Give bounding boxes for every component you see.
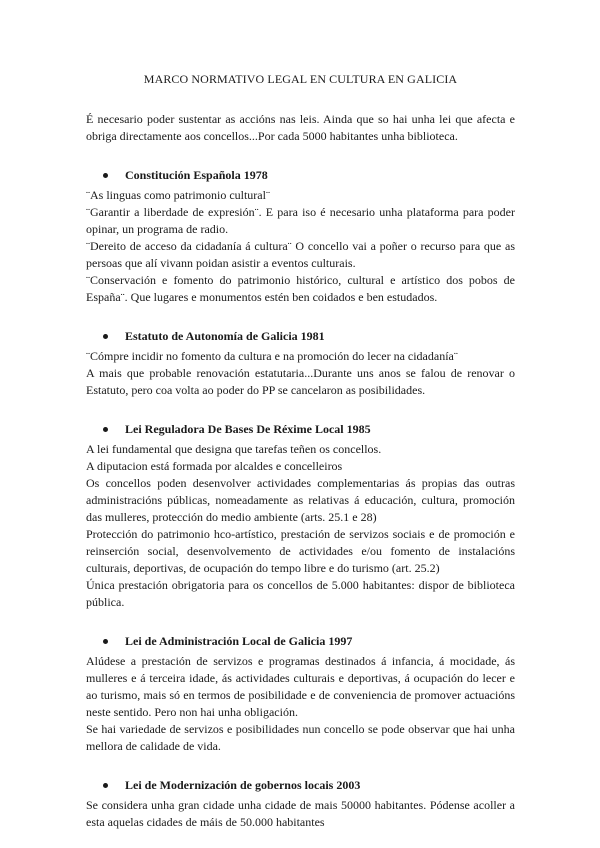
section-heading-text: Lei de Modernización de gobernos locais 2003 bbox=[125, 778, 361, 792]
section-paragraph: ¨Conservación e fomento do patrimonio histórico, cultural e artístico dos pobos de España¨. Que lugares e monumentos estén ben coidados e ben estudados. bbox=[86, 273, 515, 304]
law-section bbox=[86, 421, 515, 611]
bullet-icon bbox=[103, 639, 108, 644]
section-heading bbox=[86, 777, 515, 794]
section-paragraph: Se hai variedade de servizos e posibilidades nun concello se pode observar que hai unha mellora de calidade de vida. bbox=[86, 722, 515, 753]
sections-container bbox=[86, 167, 515, 831]
section-heading-text: Estatuto de Autonomía de Galicia 1981 bbox=[125, 329, 325, 343]
law-section bbox=[86, 167, 515, 306]
section-paragraph: A diputacion está formada por alcaldes e concelleiros bbox=[86, 459, 343, 473]
section-heading bbox=[86, 328, 515, 345]
section-heading bbox=[86, 421, 515, 438]
section-paragraph: A lei fundamental que designa que tarefas teñen os concellos. bbox=[86, 442, 382, 456]
bullet-icon bbox=[103, 334, 108, 339]
section-paragraph: Protección do patrimonio hco-artístico, prestación de servizos sociais e de promoción e reinserción social, desenvolvemento de actividades e/ou fomento de instalacións culturais, deportivas, de ocupación do tempo libre e do turismo (art. 25.2) bbox=[86, 527, 515, 575]
section-paragraph: Única prestación obrigatoria para os concellos de 5.000 habitantes: dispor de biblioteca pública. bbox=[86, 578, 515, 609]
section-heading-text: Lei de Administración Local de Galicia 1997 bbox=[125, 634, 353, 648]
section-paragraph: ¨As linguas como patrimonio cultural¨ bbox=[86, 188, 270, 202]
law-section bbox=[86, 633, 515, 755]
section-paragraph: Se considera unha gran cidade unha cidade de mais 50000 habitantes. Pódense acoller a esta aquelas cidades de máis de 50.000 habitantes bbox=[86, 798, 515, 829]
section-paragraph: A mais que probable renovación estatutaria...Durante uns anos se falou de renovar o Estatuto, pero coa volta ao poder do PP se cancelaron as posibilidades. bbox=[86, 366, 515, 397]
section-heading-text: Constitución Española 1978 bbox=[125, 168, 268, 182]
document-title: MARCO NORMATIVO LEGAL EN CULTURA EN GALICIA bbox=[143, 72, 458, 86]
section-paragraph: Os concellos poden desenvolver actividades complementarias ás propias das outras administracións públicas, nomeadamente as relativas á educación, cultura, promoción das mulleres, protección do medio ambiente (arts. 25.1 e 28) bbox=[86, 476, 515, 524]
section-paragraph: ¨Dereito de acceso da cidadanía á cultura¨ O concello vai a poñer o recurso para que as persoas que alí vivann poidan asistir a eventos culturais. bbox=[86, 239, 515, 270]
law-section bbox=[86, 328, 515, 399]
section-paragraph: ¨Garantir a liberdade de expresión¨. E para iso é necesario unha plataforma para poder opinar, un programa de radio. bbox=[86, 205, 515, 236]
bullet-icon bbox=[103, 427, 108, 432]
intro-paragraph: É necesario poder sustentar as accións nas leis. Ainda que so hai unha lei que afecta e obriga directamente aos concellos...Por cada 5000 habitantes unha biblioteca. bbox=[86, 112, 515, 143]
bullet-icon bbox=[103, 783, 108, 788]
section-heading bbox=[86, 167, 515, 184]
section-paragraph: ¨Cómpre incidir no fomento da cultura e na promoción do lecer na cidadanía¨ bbox=[86, 349, 458, 363]
section-paragraph: Alúdese a prestación de servizos e programas destinados á infancia, á mocidade, ás mulleres e á terceira idade, ás actividades culturais e deportivas, á ocupación do lecer e ao turismo, mais só en termos de posibilidade e de conveniencia de promover actuacións neste sentido. Pero non hai unha obligación. bbox=[86, 654, 515, 719]
law-section bbox=[86, 777, 515, 831]
bullet-icon bbox=[103, 173, 108, 178]
section-heading-text: Lei Reguladora De Bases De Réxime Local 1985 bbox=[125, 422, 371, 436]
section-heading bbox=[86, 633, 515, 650]
